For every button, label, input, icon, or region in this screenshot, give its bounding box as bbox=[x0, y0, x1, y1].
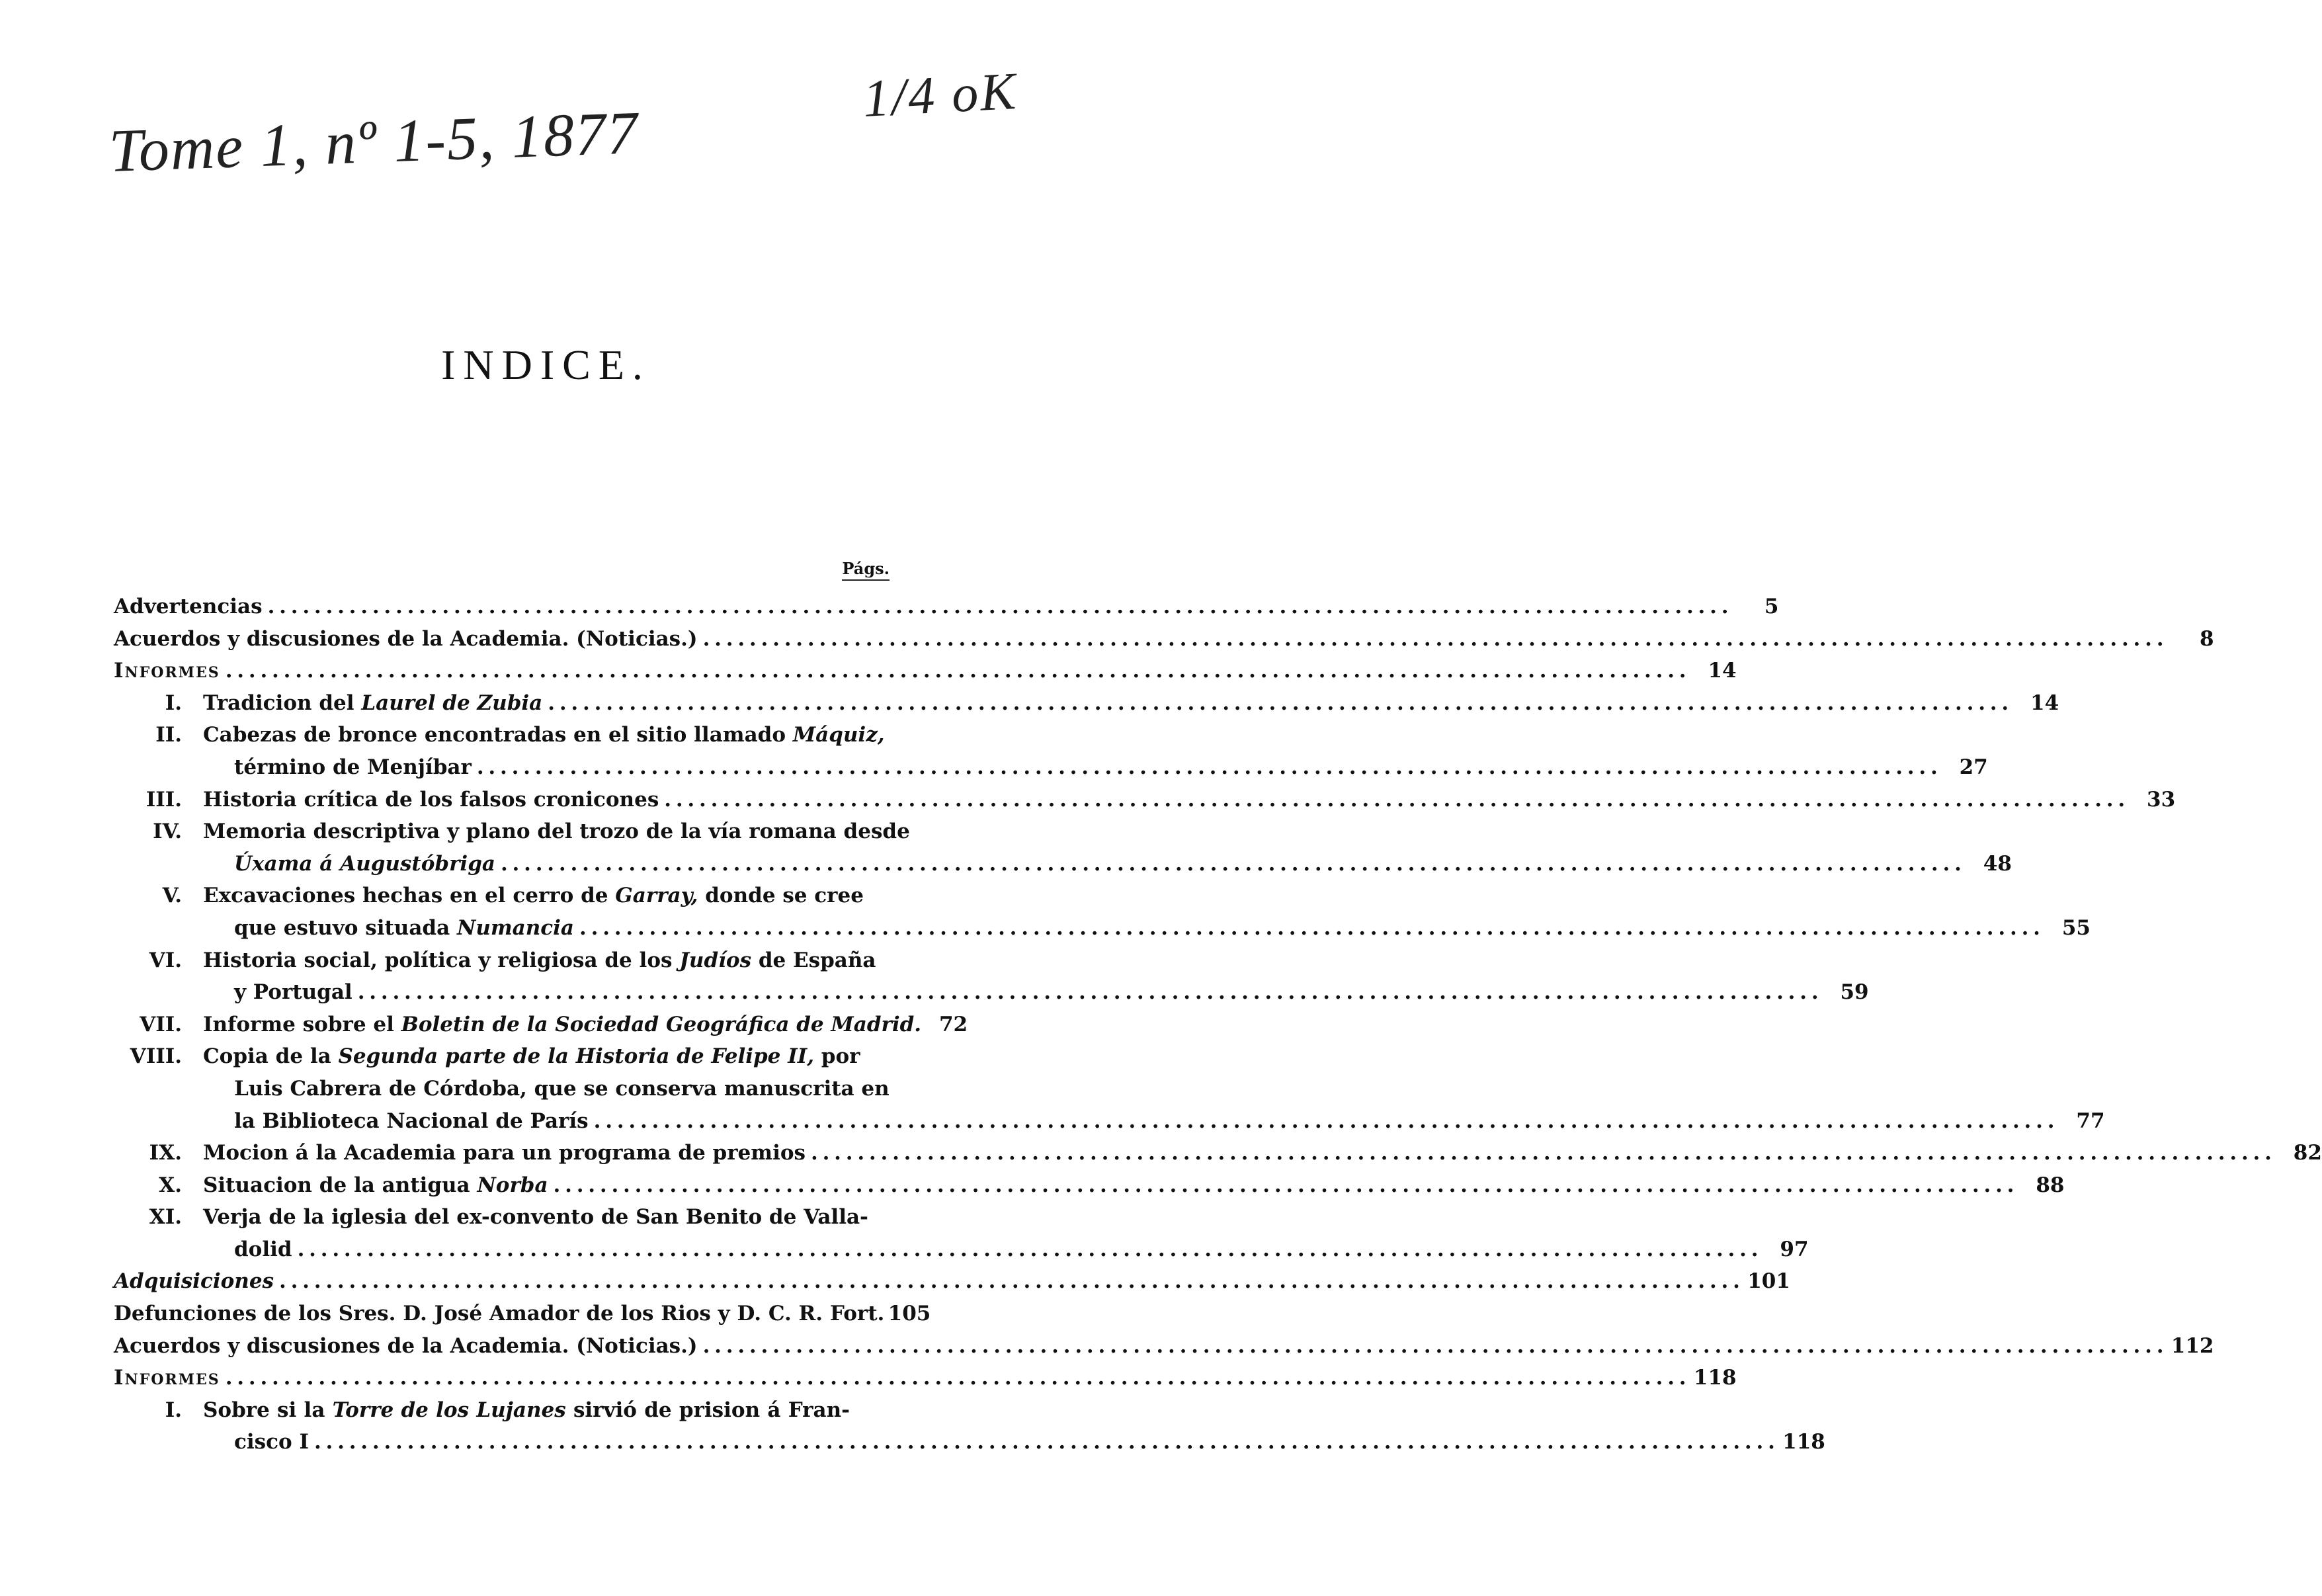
toc-entry-iii bbox=[114, 784, 2176, 816]
entry-title: Acuerdos y discusiones de la Academia. (Noticias.) bbox=[114, 626, 698, 651]
entry-page: 118 bbox=[1782, 1430, 1825, 1454]
entry-page: 5 bbox=[1764, 595, 1779, 618]
entry-title-italic: Máquiz, bbox=[792, 723, 885, 747]
entry-number: XI. bbox=[149, 1205, 182, 1230]
entry-title bbox=[203, 1009, 921, 1041]
entry-page: 55 bbox=[2061, 915, 2091, 940]
entry-title-italic: Segunda parte de la Historia de Felipe II, bbox=[338, 1044, 814, 1069]
leader-dots bbox=[594, 1105, 2053, 1138]
entry-title-text: sirvió de prision á Fran- bbox=[565, 1398, 850, 1422]
entry-page: 112 bbox=[2171, 1333, 2214, 1358]
entry-page: 14 bbox=[2030, 691, 2059, 715]
entry-title bbox=[203, 1169, 548, 1202]
toc-entry-ii bbox=[114, 719, 896, 751]
toc-entry-advertencias bbox=[114, 591, 1779, 623]
leader-dots bbox=[279, 1265, 1739, 1298]
entry-title: Advertencias bbox=[114, 595, 263, 618]
entry-page: 105 bbox=[888, 1302, 931, 1326]
toc-entry-xi-cont bbox=[114, 1234, 1809, 1266]
entry-title-italic: Judíos bbox=[679, 948, 752, 972]
entry-title-italic: Numancia bbox=[456, 915, 575, 940]
leader-dots bbox=[226, 1362, 1685, 1394]
entry-title-italic: Boletin de la Sociedad Geográfica de Madrid. bbox=[401, 1012, 922, 1036]
pages-header bbox=[114, 559, 896, 591]
entry-title: Informes bbox=[114, 1366, 220, 1390]
leader-dots bbox=[268, 591, 1727, 623]
entry-title-text: donde se cree bbox=[698, 884, 864, 908]
table-of-contents bbox=[114, 559, 2322, 1458]
entry-page: 97 bbox=[1780, 1237, 1809, 1261]
entry-number: I. bbox=[165, 691, 182, 715]
toc-entry-acuerdos bbox=[114, 623, 2214, 655]
entry-title-line2: cisco I bbox=[234, 1430, 309, 1454]
leader-dots bbox=[548, 687, 2007, 720]
entry-page: 101 bbox=[1747, 1269, 1790, 1294]
toc-entry-informes bbox=[114, 655, 1737, 687]
entry-page: 8 bbox=[2199, 626, 2214, 651]
toc-entry-defunciones bbox=[114, 1298, 931, 1330]
entry-page: 59 bbox=[1840, 980, 1869, 1005]
leader-dots bbox=[298, 1234, 1757, 1266]
entry-title-line1 bbox=[203, 1040, 906, 1073]
entry-title: Defunciones de los Sres. D. José Amador de los Rios y D. C. R. Fort. bbox=[114, 1302, 885, 1326]
entry-title-text: por bbox=[814, 1044, 860, 1069]
entry-title-line2: término de Menjíbar bbox=[234, 755, 472, 779]
entry-title-line1: Memoria descriptiva y plano del trozo de la vía romana desde bbox=[203, 819, 910, 844]
pages-column-label: Págs. bbox=[842, 559, 890, 581]
handwritten-note: Tome 1, nº 1-5, 1877 bbox=[108, 99, 640, 185]
entry-title-text: Sobre si la bbox=[203, 1398, 333, 1422]
entry-title-text: Cabezas de bronce encontradas en el sitio llamado bbox=[203, 723, 793, 747]
toc-entry-viii-cont2 bbox=[114, 1105, 2105, 1138]
leader-dots bbox=[226, 655, 1685, 687]
entry-title-text: Situacion de la antigua bbox=[203, 1173, 477, 1197]
toc-entry-i-2-cont bbox=[114, 1426, 1825, 1458]
entry-title-text: Tradicion del bbox=[203, 691, 362, 715]
entry-title-line3: la Biblioteca Nacional de París bbox=[234, 1109, 589, 1133]
toc-entry-ix bbox=[114, 1137, 2322, 1169]
entry-title: Historia crítica de los falsos cronicones bbox=[203, 787, 659, 812]
toc-entry-vii bbox=[114, 1009, 968, 1041]
entry-title-line1 bbox=[203, 1394, 896, 1427]
toc-entry-vi-cont bbox=[114, 976, 1869, 1009]
toc-entry-v bbox=[114, 880, 896, 912]
entry-title-line2: Luis Cabrera de Córdoba, que se conserva manuscrita en bbox=[234, 1076, 890, 1101]
entry-number: X. bbox=[159, 1173, 182, 1197]
leader-dots bbox=[703, 623, 2163, 655]
entry-number: I. bbox=[165, 1398, 182, 1422]
leader-dots bbox=[554, 1169, 2013, 1202]
toc-entry-i bbox=[114, 687, 2059, 720]
entry-title-line2: y Portugal bbox=[234, 980, 352, 1005]
leader-dots bbox=[703, 1330, 2163, 1363]
entry-number: II. bbox=[155, 723, 182, 747]
entry-title-text: Historia social, política y religiosa de los bbox=[203, 948, 680, 972]
entry-number: III. bbox=[145, 787, 182, 812]
entry-title-text: que estuvo situada bbox=[234, 915, 457, 940]
entry-page: 118 bbox=[1693, 1366, 1737, 1390]
leader-dots bbox=[811, 1137, 2270, 1169]
entry-title: Mocion á la Academia para un programa de premios bbox=[203, 1141, 806, 1165]
leader-dots bbox=[314, 1426, 1774, 1458]
entry-title: Adquisiciones bbox=[114, 1269, 274, 1294]
entry-title bbox=[203, 687, 542, 720]
entry-page: 33 bbox=[2147, 787, 2176, 812]
entry-number: V. bbox=[162, 884, 182, 908]
entry-title-italic: Garray, bbox=[615, 884, 698, 908]
toc-entry-i-2 bbox=[114, 1394, 896, 1427]
leader-dots bbox=[579, 912, 2039, 945]
entry-page: 48 bbox=[1983, 851, 2012, 876]
entry-title-text: de España bbox=[751, 948, 876, 972]
entry-number: VIII. bbox=[130, 1044, 182, 1069]
entry-title-italic: Norba bbox=[477, 1173, 548, 1197]
entry-title-line2 bbox=[234, 912, 574, 945]
entry-page: 82 bbox=[2293, 1141, 2322, 1165]
entry-page: 77 bbox=[2076, 1109, 2105, 1133]
handwritten-corner-note: 1/4 oK bbox=[861, 62, 1019, 128]
toc-entry-v-cont bbox=[114, 912, 2091, 945]
entry-title-line1 bbox=[203, 945, 923, 977]
entry-title-italic: Laurel de Zubia bbox=[361, 691, 543, 715]
toc-entry-vi bbox=[114, 945, 896, 977]
page-title: INDICE. bbox=[441, 341, 651, 388]
entry-title-text: Copia de la bbox=[203, 1044, 339, 1069]
toc-entry-iv bbox=[114, 816, 910, 848]
entry-title: Informes bbox=[114, 659, 220, 683]
toc-entry-informes-2 bbox=[114, 1362, 1737, 1394]
entry-title-text: Excavaciones hechas en el cerro de bbox=[203, 884, 616, 908]
entry-page: 72 bbox=[938, 1012, 968, 1036]
toc-entry-adquisiciones bbox=[114, 1265, 1790, 1298]
entry-title-line2: Úxama á Augustóbriga bbox=[234, 851, 495, 876]
entry-page: 27 bbox=[1959, 755, 1988, 779]
entry-title: Acuerdos y discusiones de la Academia. (Noticias.) bbox=[114, 1333, 698, 1358]
entry-title-text: Informe sobre el bbox=[203, 1012, 401, 1036]
entry-title-italic: Torre de los Lujanes bbox=[332, 1398, 566, 1422]
toc-entry-viii bbox=[114, 1040, 896, 1073]
entry-title-line1 bbox=[203, 880, 910, 912]
entry-number: IV. bbox=[153, 819, 182, 844]
toc-entry-iv-cont bbox=[114, 848, 2012, 880]
toc-entry-x bbox=[114, 1169, 2065, 1202]
leader-dots bbox=[664, 784, 2124, 816]
entry-number: VI. bbox=[149, 948, 182, 972]
toc-entry-acuerdos-2 bbox=[114, 1330, 2214, 1363]
entry-title-line1 bbox=[203, 719, 931, 751]
entry-page: 14 bbox=[1708, 659, 1737, 683]
toc-entry-xi bbox=[114, 1201, 896, 1234]
toc-entry-viii-cont bbox=[114, 1073, 896, 1105]
entry-number: IX. bbox=[149, 1141, 182, 1165]
leader-dots bbox=[501, 848, 1960, 880]
toc-entry-ii-cont bbox=[114, 751, 1988, 784]
entry-number: VII. bbox=[140, 1012, 182, 1036]
leader-dots bbox=[477, 751, 1936, 784]
entry-page: 88 bbox=[2036, 1173, 2065, 1197]
entry-title-line1: Verja de la iglesia del ex-convento de San Benito de Valla- bbox=[203, 1205, 868, 1230]
leader-dots bbox=[358, 976, 1817, 1009]
entry-title-line2: dolid bbox=[234, 1237, 292, 1261]
